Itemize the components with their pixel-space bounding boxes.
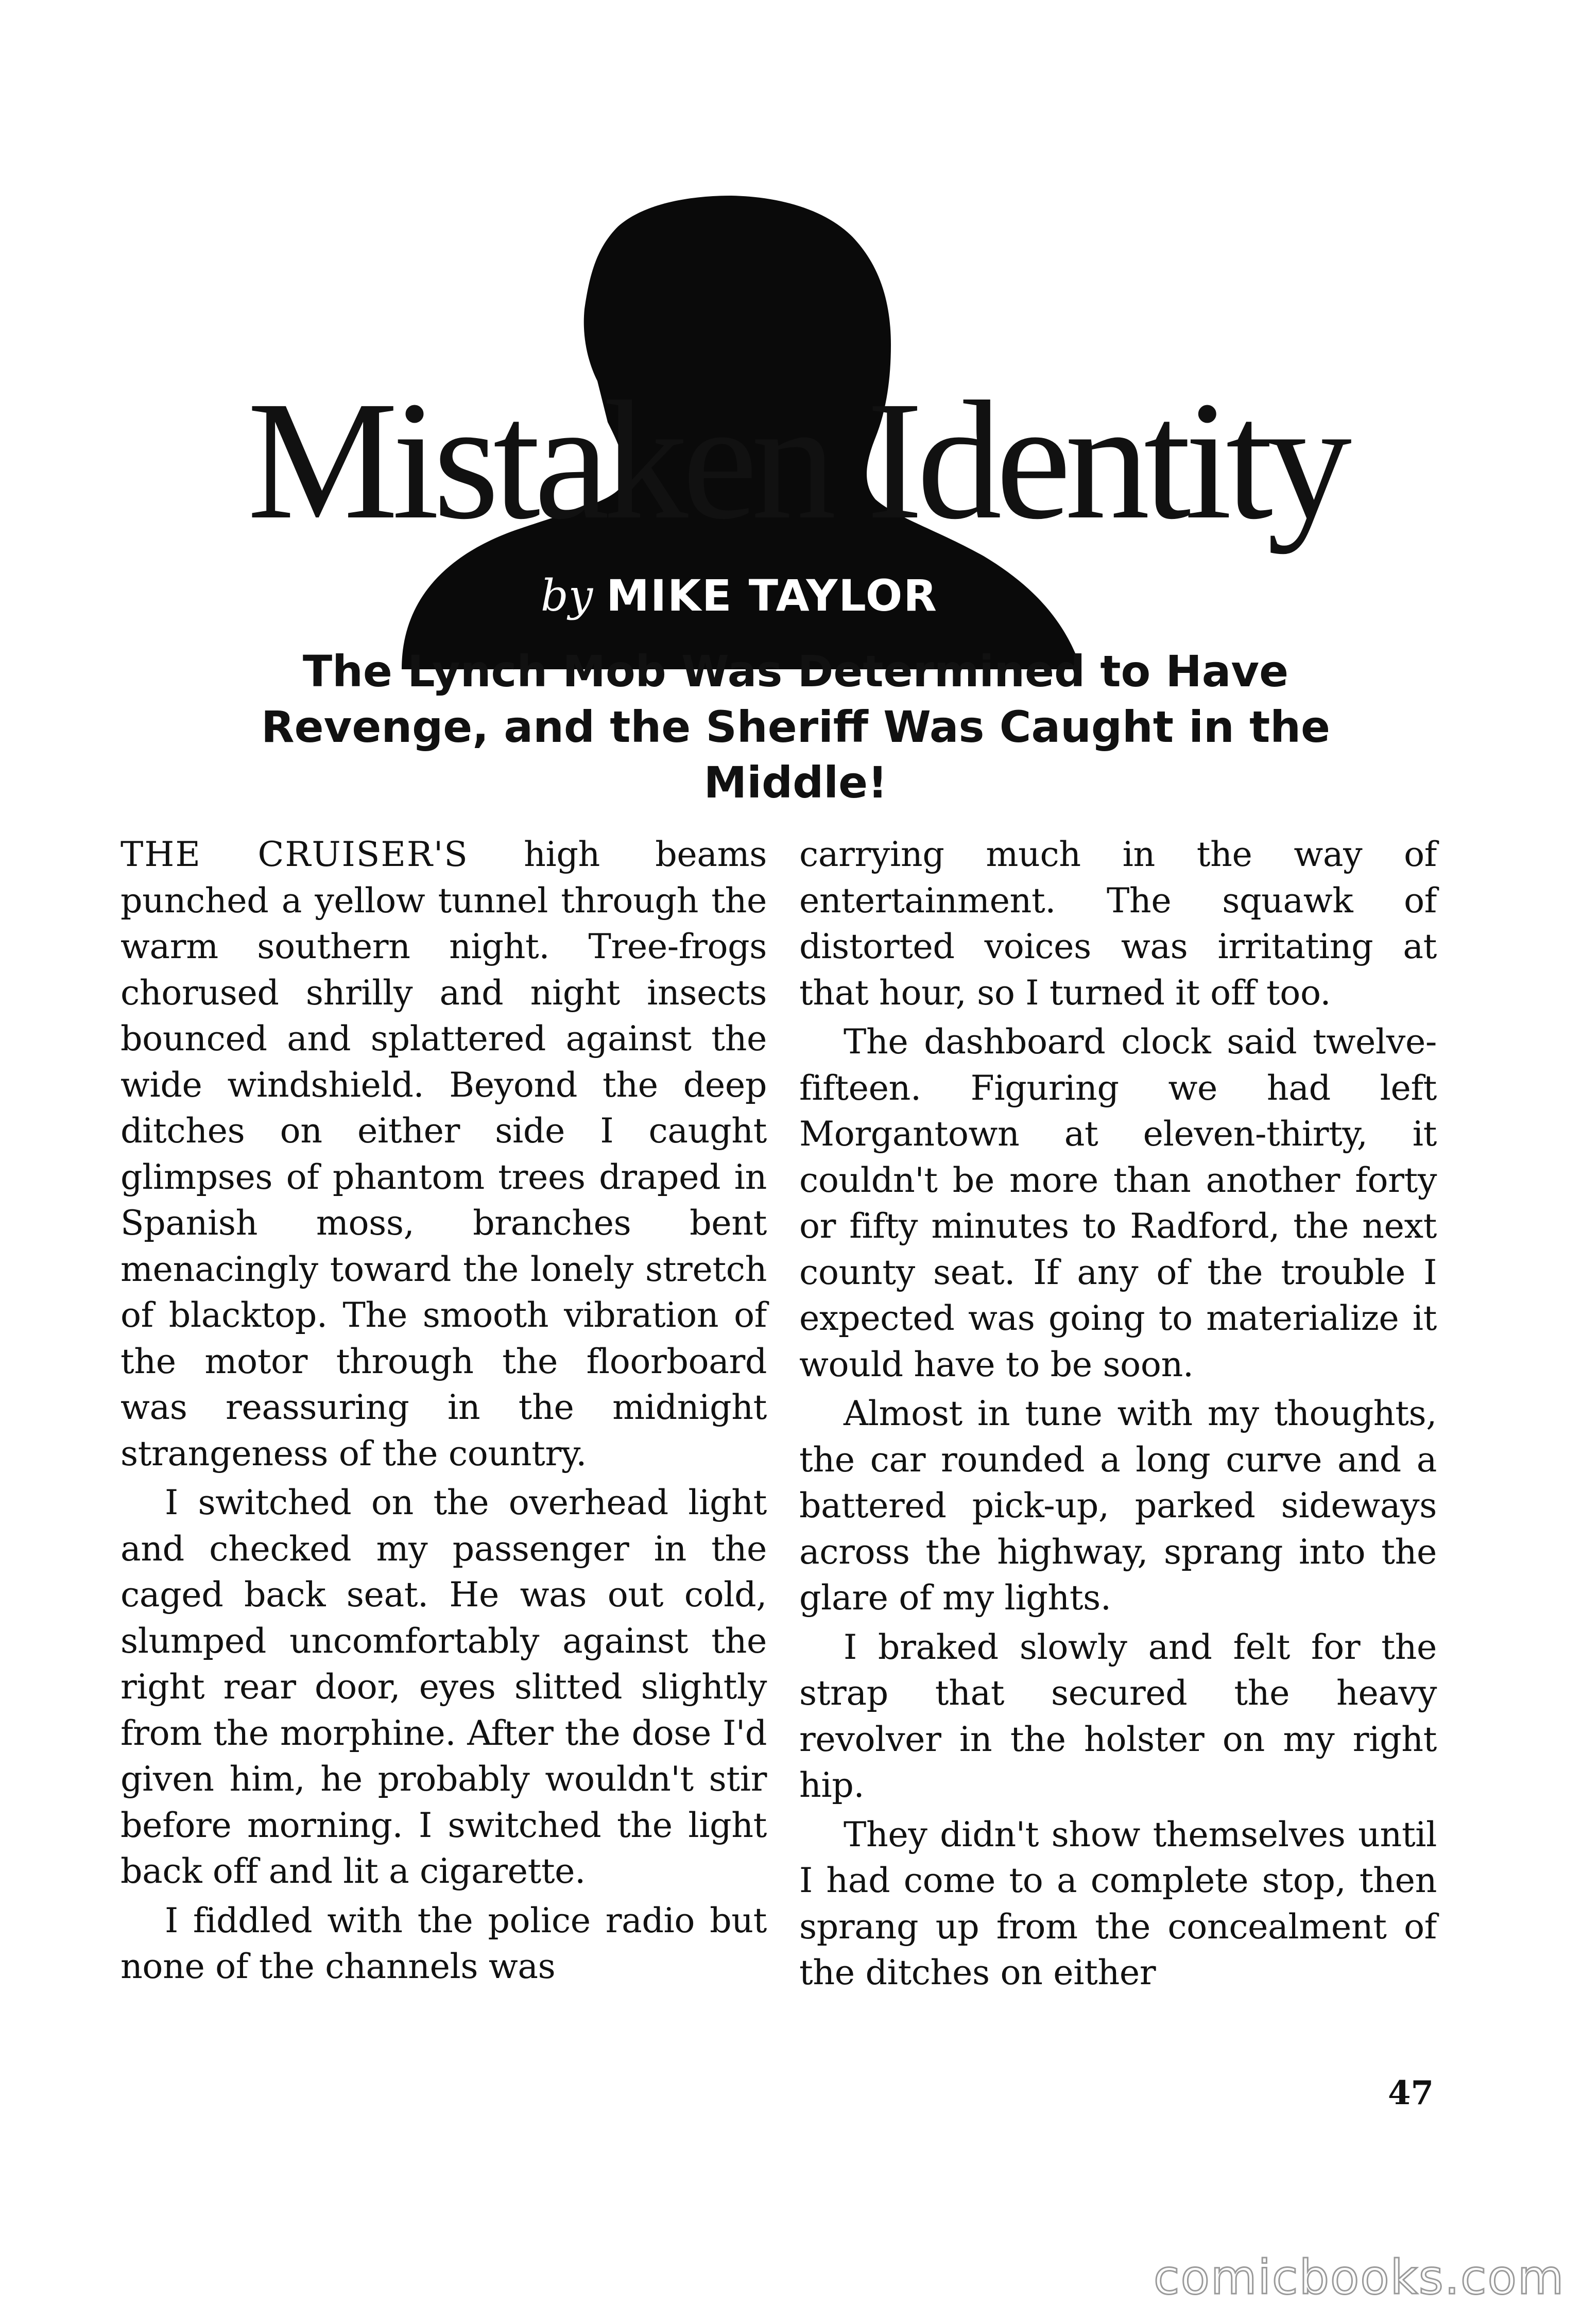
paragraph: They didn't show themselves until I had come to a complete stop, then sprang up from the concealment of the ditches on either	[799, 1814, 1437, 1992]
article-subtitle: The Lynch Mob Was Determined to Have Revenge, and the Sheriff Was Caught in the Middle!	[261, 646, 1331, 808]
paragraph: Almost in tune with my thoughts, the car rounded a long curve and a battered pick-up, parked sideways across the highway, sprang into the glare of my lights.	[799, 1393, 1437, 1618]
byline	[541, 570, 938, 621]
paragraph	[121, 831, 767, 1477]
byline-author: MIKE TAYLOR	[606, 570, 938, 621]
paragraph: I switched on the overhead light and checked my passenger in the caged back seat. He was out cold, slumped uncomfortably against the right rear door, eyes slitted slightly from the morphine. After the dose I'd given him, he probably wouldn't stir before morning. I switched the light back off and lit a cigarette.	[121, 1482, 767, 1891]
paragraph: I braked slowly and felt for the strap that secured the heavy revolver in the holster on my right hip.	[799, 1626, 1437, 1805]
right-column	[799, 831, 1437, 1996]
watermark: comicbooks.com	[1154, 2250, 1565, 2305]
opening-caps: THE CRUISER'S	[121, 834, 469, 874]
left-column	[121, 831, 767, 1990]
paragraph: carrying much in the way of entertainment. The squawk of distorted voices was irritating at that hour, so I turned it off too.	[799, 834, 1437, 1013]
page-number: 47	[1388, 2074, 1434, 2112]
paragraph-text: high beams punched a yellow tunnel through the warm southern night. Tree-frogs chorused shrilly and night insects bounced and splattered against the wide windshield. Beyond the deep ditches on either side I caught glimpses of phantom trees draped in Spanish moss, branches bent menacingly toward the lonely stretch of blacktop. The smooth vibration of the motor through the floorboard was reassuring in the midnight strangeness of the country.	[121, 834, 767, 1473]
byline-prefix: by	[541, 570, 593, 621]
article-title: Mistaken Identity	[247, 367, 1346, 554]
paragraph: The dashboard clock said twelve-fifteen. Figuring we had left Morgantown at eleven-thirty, it couldn't be more than another forty or fifty minutes to Radford, the next county seat. If any of the trouble I expected was going to materialize it would have to be soon.	[799, 1021, 1437, 1384]
paragraph: I fiddled with the police radio but none of the channels was	[121, 1900, 767, 1986]
